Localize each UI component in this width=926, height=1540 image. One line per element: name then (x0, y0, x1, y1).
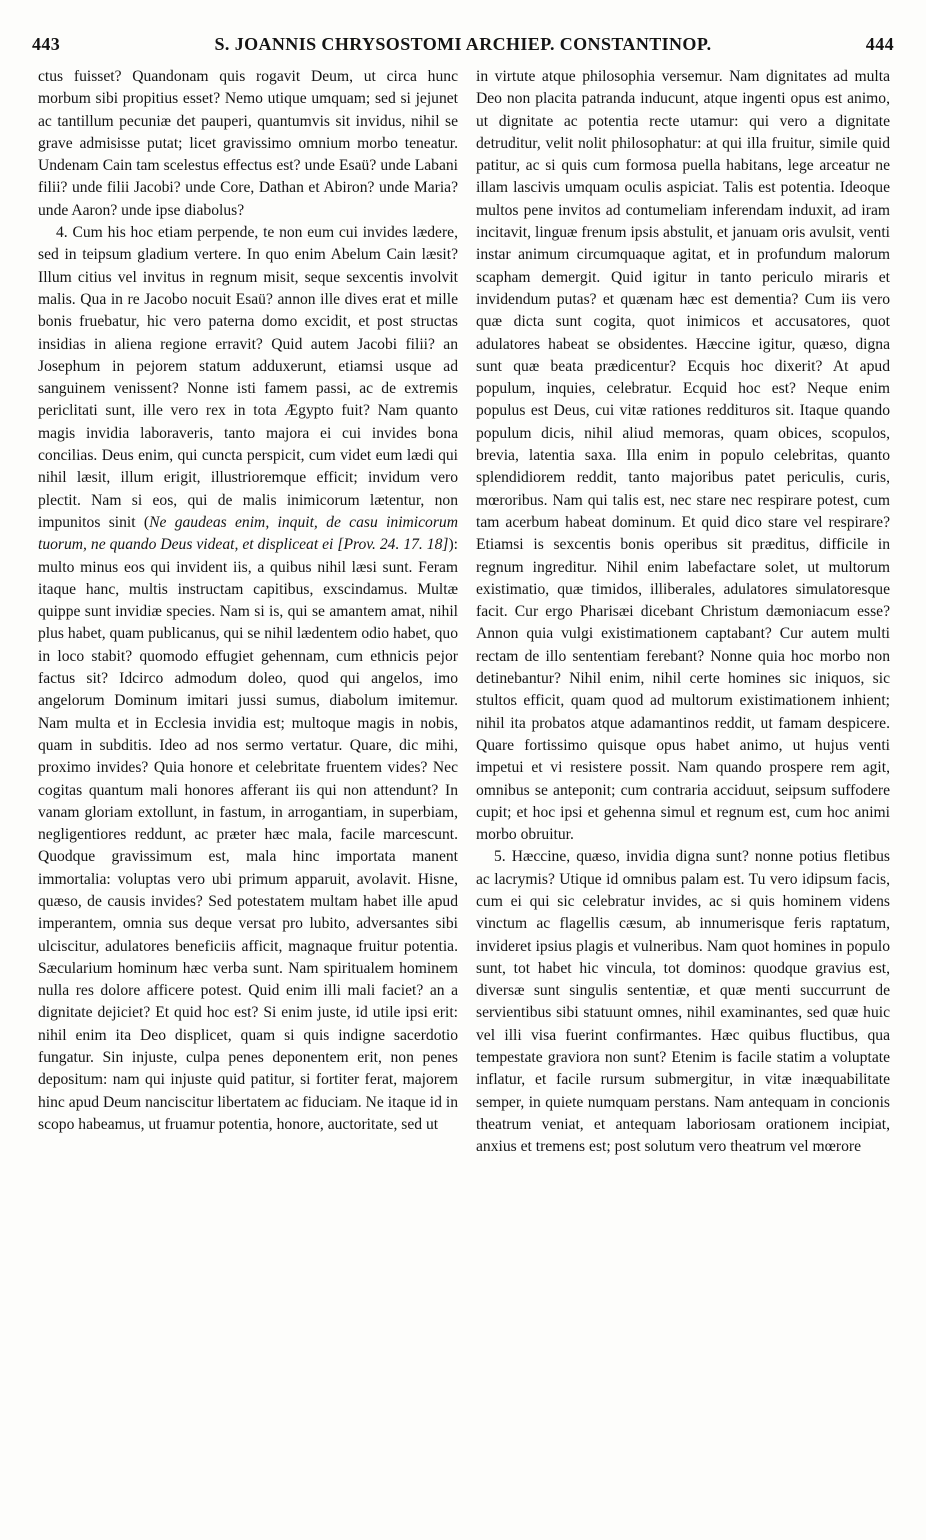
left-paragraph-2-text-a: 4. Cum his hoc etiam perpende, te non eum cui invides lædere, sed in teipsum gladium vertere. In quo enim Abelum Cain læsit? Illum citius vel invitus in regnum misit, seque sexcentis involvit malis. Qua in re Jacobo nocuit Esaü? annon ille dives erat et mille bonis fruebatur, hic vero paterna domo excidit, et post structas insidias in aliena regione erravit? Quid autem Jacobi filii? an Josephum in pejorem statum adduxerunt, etiamsi usque ad sanguinem venissent? Nonne isti famem passi, ac de extremis periclitati sunt, ille vero rex in tota Ægypto fuit? Nam quanto magis invidia laboraveris, tanto majora ei cui invides bona concilias. Deus enim, qui cuncta perspicit, cum videt eum lædi qui nihil læsit, illum erigit, illustrioremque efficit; invidum vero plectit. Nam si eos, qui de malis inimicorum lætentur, non impunitos sinit ( (38, 224, 458, 531)
right-paragraph-1: in virtute atque philosophia versemur. Nam dignitates ad multa Deo non placita patranda inducunt, atque ingenti opus est animo, ut dignitate ac potentia recte utamur: qui vero a dignitate detruditur, velit nolit philosophatur: at qui illa fruitur, simile quid patitur, ac si quis cum formosa puella habitans, lege arceatur ne illam lascivis umquam oculis aspiciat. Talis est potentia. Ideoque multos pene invitos ad contumeliam inferendam induxit, ad iram incitavit, linguæ frenum ipsis abstulit, et januam oris avulsit, venti instar animum circumquaque agitat, et in profundum malorum scapham demergit. Quid igitur in tanto periculo miraris et invidendum putas? et quænam hæc est dementia? Cum iis vero quæ dicta sunt cogita, quot inimicos et accusatores, quot adulatores habeat se obsidentes. Hæccine igitur, quæso, digna sunt quæ beata prædicentur? Ecquis hoc dixerit? At apud populum, inquies, celebratur. Ecquid hoc est? Neque enim populus est Deus, cui vitæ rationes reddituros sit. Itaque quando populum dicis, nihil aliud memoras, quam obices, scopulos, brevia, latentia saxa. Illa enim in populo celebritas, quanto splendidiorem reddit, tanto majoribus patet periculis, curis, mœroribus. Nam qui talis est, nec stare nec respirare potest, cum tam acerbum habeat dominum. Et quid dico stare vel respirare? Etiamsi is sexcentis bonis operibus sit præditus, difficile in regnum ingreditur. Nihil enim labefactare solet, ut multorum existimatio, quæ timidos, illiberales, adulatores simulatoresque facit. Cur ergo Pharisæi dicebant Christum dæmoniacum esse? Annon quia vulgi existimationem captabant? Cur autem multi rectam de illo sententiam ferebant? Nonne quia hoc morbo non detinebantur? Nihil enim, nihil certe homines sic iniquos, sic stultos efficit, quam quod ad multorum existimationem inhient; nihil ita probatos atque adamantinos reddit, ut famam despicere. Quare fortissimo quisque opus habet animo, ut hujus venti impetui et vi resistere possit. Nam quando prospere rem agit, omnibus se anteponit; cum contraria acciduut, seipsum suffodere cupit; et hoc ipsi et gehenna simul et regnum est, cum hoc animi morbo obruitur. (476, 68, 890, 844)
scripture-quote: Ne gaudeas enim, inquit, de casu inimicorum tuorum, ne quando Deus videat, et displiceat ei (38, 513, 458, 554)
page-number-right: 444 (865, 34, 894, 54)
left-paragraph-2 (38, 222, 458, 1136)
right-paragraph-2: 5. Hæccine, quæso, invidia digna sunt? nonne potius fletibus ac lacrymis? Utique id omnibus palam est. Tu vero idipsum facis, cum ei qui sic celebratur invides, ac si quis hominem videns vinctum ac flagellis cæsum, ab innumerisque feris raptatum, invideret ipsius plagis et vulneribus. Nam quot homines in populo sunt, tot habet hic vincula, tot dominos: quodque gravius est, diversæ sunt singulis sententiæ, et quæ menti succurrunt de servientibus sibi statuunt omnes, nihil examinantes, sed quæ huic vel illi visa fuerint confirmantes. Hæc quibus fluctibus, qua tempestate graviora non sunt? Etenim is facile statim a voluptate inflatur, et facile rursum submergitur, in vitæ inæquabilitate semper, in quiete numquam perstans. Nam antequam in concionis theatrum veniat, et antequam laboriosam orationem incipiat, anxius et tremens est; post solutum vero theatrum vel mœrore (476, 848, 890, 1156)
left-paragraph-1: ctus fuisset? Quandonam quis rogavit Deum, ut circa hunc morbum sibi propitius esset? Nemo utique umquam; sed si jejunet ac tantillum pecuniæ det pauperi, quantumvis sit invidus, nihil se grave admisisse putat; licet gravissimo omnium morbo teneatur. Undenam Cain tam scelestus effectus est? unde Esaü? unde Labani filii? unde filii Jacobi? unde Core, Dathan et Abiron? unde Maria? unde Aaron? unde ipse diabolus? (38, 68, 458, 219)
left-paragraph-2-text-b: ): multo minus eos qui invident iis, a quibus nihil læsi sunt. Feram itaque hanc, multis instructam capitibus, exscindamus. Multæ quippe sunt invidiæ species. Nam si is, qui se amantem amat, nihil plus habet, quam publicanus, qui se nihil lædentem odio habet, quo in loco stabit? quomodo effugiet gehennam, cum ethnicis pejor factus sit? Idcirco admodum doleo, quod qui angelos, imo angelorum Dominum imitari jussi sumus, diabolum imitemur. Nam multa et in Ecclesia invidia est; multoque magis in nobis, quam in subditis. Ideo ad nos sermo vertatur. Quare, dic mihi, proximo invides? Quia honore et celebritate fruentem vides? Nec cogitas quantum mali honores afferant iis qui non attendunt? In vanam gloriam extollunt, in fastum, in arrogantiam, in superbiam, negligentiores reddunt, ac præter hæc mala, facile marcescunt. Quodque gravissimum est, mala hinc importata manent immortalia: voluptas vero ubi primum apparuit, avolavit. Hisne, quæso, de causis invides? Sed potestatem multam habet ille apud imperantem, omnia sus deque versat pro lubito, adversantes sibi ulciscitur, adulatores beneficiis afficit, magnaque fruitur potentia. Sæcularium hominum hæc verba sunt. Nam spiritualem hominem nulla res dolore afficere potest. Quid enim illi mali faciet? an a dignitate dejiciet? Et quid hoc est? Si enim juste, id utile ipsi erit: nihil enim ita Deo displicet, quam si quis indigne sacerdotio fungatur. Sin injuste, culpa penes deponentem erit, non penes depositum: nam qui injuste quid patitur, si fortiter ferat, majorem hinc apud Deum nanciscitur libertatem ac fiduciam. Ne itaque id in scopo habeamus, ut fruamur potentia, honore, auctoritate, sed ut (38, 536, 458, 1133)
page-number-left: 443 (32, 34, 61, 54)
running-title: S. JOANNIS CHRYSOSTOMI ARCHIEP. CONSTANTINOP. (214, 34, 712, 54)
running-head (32, 34, 894, 58)
scripture-reference: [Prov. 24. 17. 18] (337, 536, 449, 554)
left-column (38, 66, 458, 1526)
right-column (476, 66, 890, 1526)
